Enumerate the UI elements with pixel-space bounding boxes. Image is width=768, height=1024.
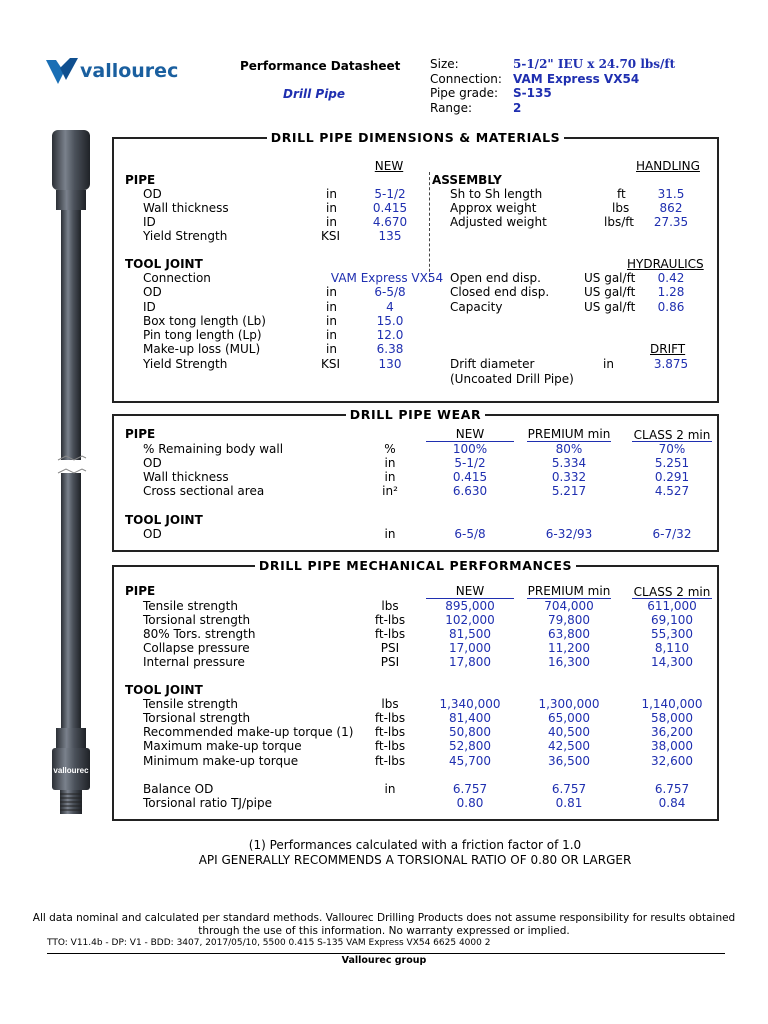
table-cell: 55,300 (651, 627, 693, 641)
table-cell: 1.28 (657, 285, 685, 299)
table-cell: KSI (321, 357, 341, 371)
table-cell: 12.0 (376, 328, 404, 342)
table-cell: Torsional ratio TJ/pipe (143, 796, 272, 810)
table-cell: 0.291 (654, 470, 690, 484)
table-cell: ft-lbs (374, 739, 406, 753)
table-cell: lbs (381, 599, 399, 613)
table-cell: 42,500 (548, 739, 590, 753)
dims-tool-joint-label: TOOL JOINT (125, 257, 203, 271)
table-cell: 81,400 (449, 711, 491, 725)
table-cell: Pin tong length (Lp) (143, 328, 262, 342)
pipe-brand-label: vallourec (53, 766, 89, 775)
table-cell: Closed end disp. (450, 285, 550, 299)
table-cell: 100% (452, 442, 488, 456)
table-cell: 80% Tors. strength (143, 627, 256, 641)
table-cell: in (326, 328, 337, 342)
dimensions-title: DRILL PIPE DIMENSIONS & MATERIALS (267, 130, 565, 145)
table-cell: 31.5 (657, 187, 685, 201)
table-cell: lbs/ft (604, 215, 634, 229)
table-cell: 38,000 (651, 739, 693, 753)
table-cell: 70% (658, 442, 686, 456)
table-cell: 14,300 (651, 655, 693, 669)
table-cell: Balance OD (143, 782, 214, 796)
table-cell: in² (382, 484, 398, 498)
table-cell: 5.251 (654, 456, 690, 470)
note-api: API GENERALLY RECOMMENDS A TORSIONAL RATIO OF 0.80 OR LARGER (198, 853, 632, 867)
disclaimer-line2: through the use of this information. No warranty expressed or implied. (198, 925, 570, 937)
table-cell: US gal/ft (584, 271, 636, 285)
connection-value: VAM Express VX54 (513, 72, 640, 86)
wear-tool-joint-label: TOOL JOINT (125, 513, 203, 527)
wear-col-premium: PREMIUM min (527, 427, 611, 441)
grade-value: S-135 (513, 86, 552, 100)
table-cell: OD (143, 527, 162, 541)
table-cell: 1,300,000 (538, 697, 600, 711)
table-cell: ID (143, 300, 156, 314)
table-cell: Approx weight (450, 201, 537, 215)
table-cell: US gal/ft (584, 300, 636, 314)
drift-value: 3.875 (653, 357, 689, 371)
table-cell: 611,000 (647, 599, 697, 613)
wear-col-new: NEW (455, 427, 485, 441)
table-cell: 6.630 (452, 484, 488, 498)
table-cell: 6.757 (551, 782, 587, 796)
range-label: Range: (430, 101, 473, 115)
table-cell: 27.35 (653, 215, 689, 229)
table-cell: 0.81 (555, 796, 583, 810)
table-cell: ft (617, 187, 626, 201)
table-cell: lbs (381, 697, 399, 711)
table-cell: 0.86 (657, 300, 685, 314)
table-cell: 130 (378, 357, 402, 371)
table-cell: 5-1/2 (454, 456, 486, 470)
table-cell: OD (143, 187, 162, 201)
table-cell: 17,000 (449, 641, 491, 655)
mech-tool-joint-label: TOOL JOINT (125, 683, 203, 697)
dims-hydraulics-label: HYDRAULICS (627, 257, 704, 271)
table-cell: 69,100 (651, 613, 693, 627)
grade-label: Pipe grade: (430, 86, 499, 100)
table-cell: Torsional strength (143, 613, 251, 627)
table-cell: 4.670 (372, 215, 408, 229)
table-cell: Tensile strength (143, 697, 238, 711)
table-cell: Capacity (450, 300, 503, 314)
table-cell: 15.0 (376, 314, 404, 328)
table-cell: 0.415 (452, 470, 488, 484)
connection-label: Connection: (430, 72, 502, 86)
table-cell: 58,000 (651, 711, 693, 725)
table-cell: OD (143, 456, 162, 470)
mech-col-new: NEW (455, 584, 485, 598)
table-cell: Torsional strength (143, 711, 251, 725)
table-cell: 5.217 (551, 484, 587, 498)
table-cell: 5-1/2 (374, 187, 406, 201)
table-cell: 0.80 (456, 796, 484, 810)
page-subtitle: Drill Pipe (283, 87, 346, 101)
table-cell: 135 (378, 229, 402, 243)
table-cell: 0.84 (658, 796, 686, 810)
table-cell: % (384, 442, 396, 456)
table-cell: KSI (321, 229, 341, 243)
table-cell: 79,800 (548, 613, 590, 627)
table-cell: 1,140,000 (641, 697, 703, 711)
table-cell: 6.38 (376, 342, 404, 356)
table-cell: 80% (555, 442, 583, 456)
table-cell: 6-32/93 (545, 527, 593, 541)
table-cell: ID (143, 215, 156, 229)
drift-unit: in (603, 357, 614, 371)
table-cell: 17,800 (449, 655, 491, 669)
table-cell: Tensile strength (143, 599, 238, 613)
table-cell: Minimum make-up torque (143, 754, 299, 768)
disclaimer-line1: All data nominal and calculated per standard methods. Vallourec Drilling Products does not assume responsibility for results obtained (32, 912, 736, 924)
mechanical-title: DRILL PIPE MECHANICAL PERFORMANCES (255, 558, 576, 573)
table-cell: 4.527 (654, 484, 690, 498)
table-cell: 8,110 (654, 641, 690, 655)
dims-col-handling: HANDLING (636, 159, 700, 173)
table-cell: Yield Strength (143, 357, 228, 371)
table-cell: Open end disp. (450, 271, 541, 285)
table-cell: 50,800 (449, 725, 491, 739)
wear-pipe-label: PIPE (125, 427, 156, 441)
mech-col-premium: PREMIUM min (527, 584, 611, 598)
table-cell: in (326, 201, 337, 215)
page-title: Performance Datasheet (240, 59, 401, 73)
table-cell: ft-lbs (374, 725, 406, 739)
table-cell: 6-5/8 (374, 285, 406, 299)
table-cell: US gal/ft (584, 285, 636, 299)
table-cell: 65,000 (548, 711, 590, 725)
table-cell: 4 (386, 300, 394, 314)
table-cell: Wall thickness (143, 201, 229, 215)
table-cell: 52,800 (449, 739, 491, 753)
table-cell: in (326, 314, 337, 328)
table-cell: Adjusted weight (450, 215, 547, 229)
table-cell: 6-5/8 (454, 527, 486, 541)
wear-title: DRILL PIPE WEAR (346, 407, 485, 422)
table-cell: 0.415 (372, 201, 408, 215)
tto-line: TTO: V11.4b - DP: V1 - BDD: 3407, 2017/05/10, 5500 0.415 S-135 VAM Express VX54 6625 4000 2 (47, 938, 491, 948)
table-cell: 11,200 (548, 641, 590, 655)
table-cell: 704,000 (544, 599, 594, 613)
table-cell: 862 (659, 201, 683, 215)
footer-divider (47, 953, 725, 954)
size-label: Size: (430, 57, 459, 71)
table-cell: Maximum make-up torque (143, 739, 302, 753)
table-cell: 63,800 (548, 627, 590, 641)
dims-pipe-label: PIPE (125, 173, 156, 187)
logo-text: vallourec (80, 60, 179, 82)
table-cell: PSI (380, 655, 400, 669)
table-cell: 5.334 (551, 456, 587, 470)
table-cell: in (326, 285, 337, 299)
table-cell: OD (143, 285, 162, 299)
mech-col-class2: CLASS 2 min (633, 585, 711, 599)
table-cell: in (326, 342, 337, 356)
table-cell: PSI (380, 641, 400, 655)
table-cell: 16,300 (548, 655, 590, 669)
table-cell: in (384, 456, 396, 470)
table-cell: in (326, 215, 337, 229)
mech-pipe-label: PIPE (125, 584, 156, 598)
table-cell: 6.757 (654, 782, 690, 796)
table-cell: ft-lbs (374, 613, 406, 627)
drill-pipe-graphic (42, 128, 102, 818)
table-cell: in (384, 782, 396, 796)
table-cell: 1,340,000 (439, 697, 501, 711)
table-cell: Box tong length (Lb) (143, 314, 266, 328)
table-cell: Sh to Sh length (450, 187, 543, 201)
table-cell: ft-lbs (374, 627, 406, 641)
dims-drift-label: DRIFT (650, 342, 686, 356)
footer-group: Vallourec group (341, 955, 427, 966)
table-cell: 6-7/32 (652, 527, 692, 541)
table-cell: 81,500 (449, 627, 491, 641)
drift-note: (Uncoated Drill Pipe) (450, 372, 574, 386)
table-cell: Internal pressure (143, 655, 245, 669)
dims-col-new: NEW (374, 159, 404, 173)
table-cell: 32,600 (651, 754, 693, 768)
table-cell: in (326, 187, 337, 201)
table-cell: in (326, 300, 337, 314)
range-value: 2 (513, 101, 522, 115)
table-cell: Yield Strength (143, 229, 228, 243)
size-value: 5-1/2" IEU x 24.70 lbs/ft (513, 57, 676, 71)
table-cell: 45,700 (449, 754, 491, 768)
wear-col-class2: CLASS 2 min (633, 428, 711, 442)
table-cell: 40,500 (548, 725, 590, 739)
table-cell: 36,200 (651, 725, 693, 739)
table-cell: Make-up loss (MUL) (143, 342, 261, 356)
table-cell: 0.332 (551, 470, 587, 484)
table-cell: 102,000 (445, 613, 495, 627)
table-cell: VAM Express VX54 (330, 271, 444, 285)
table-cell: % Remaining body wall (143, 442, 284, 456)
table-cell: 0.42 (657, 271, 685, 285)
table-cell: lbs (612, 201, 630, 215)
table-cell: in (384, 470, 396, 484)
table-cell: Connection (143, 271, 211, 285)
table-cell: 36,500 (548, 754, 590, 768)
table-cell: 895,000 (445, 599, 495, 613)
table-cell: ft-lbs (374, 754, 406, 768)
table-cell: in (384, 527, 396, 541)
dims-assembly-label: ASSEMBLY (432, 173, 502, 187)
note-friction: (1) Performances calculated with a friction factor of 1.0 (248, 838, 582, 852)
table-cell: Collapse pressure (143, 641, 250, 655)
vallourec-logo-icon (44, 56, 80, 86)
table-cell: 6.757 (452, 782, 488, 796)
table-cell: Wall thickness (143, 470, 229, 484)
drift-label: Drift diameter (450, 357, 535, 371)
table-cell: ft-lbs (374, 711, 406, 725)
table-cell: Recommended make-up torque (1) (143, 725, 354, 739)
table-cell: Cross sectional area (143, 484, 265, 498)
